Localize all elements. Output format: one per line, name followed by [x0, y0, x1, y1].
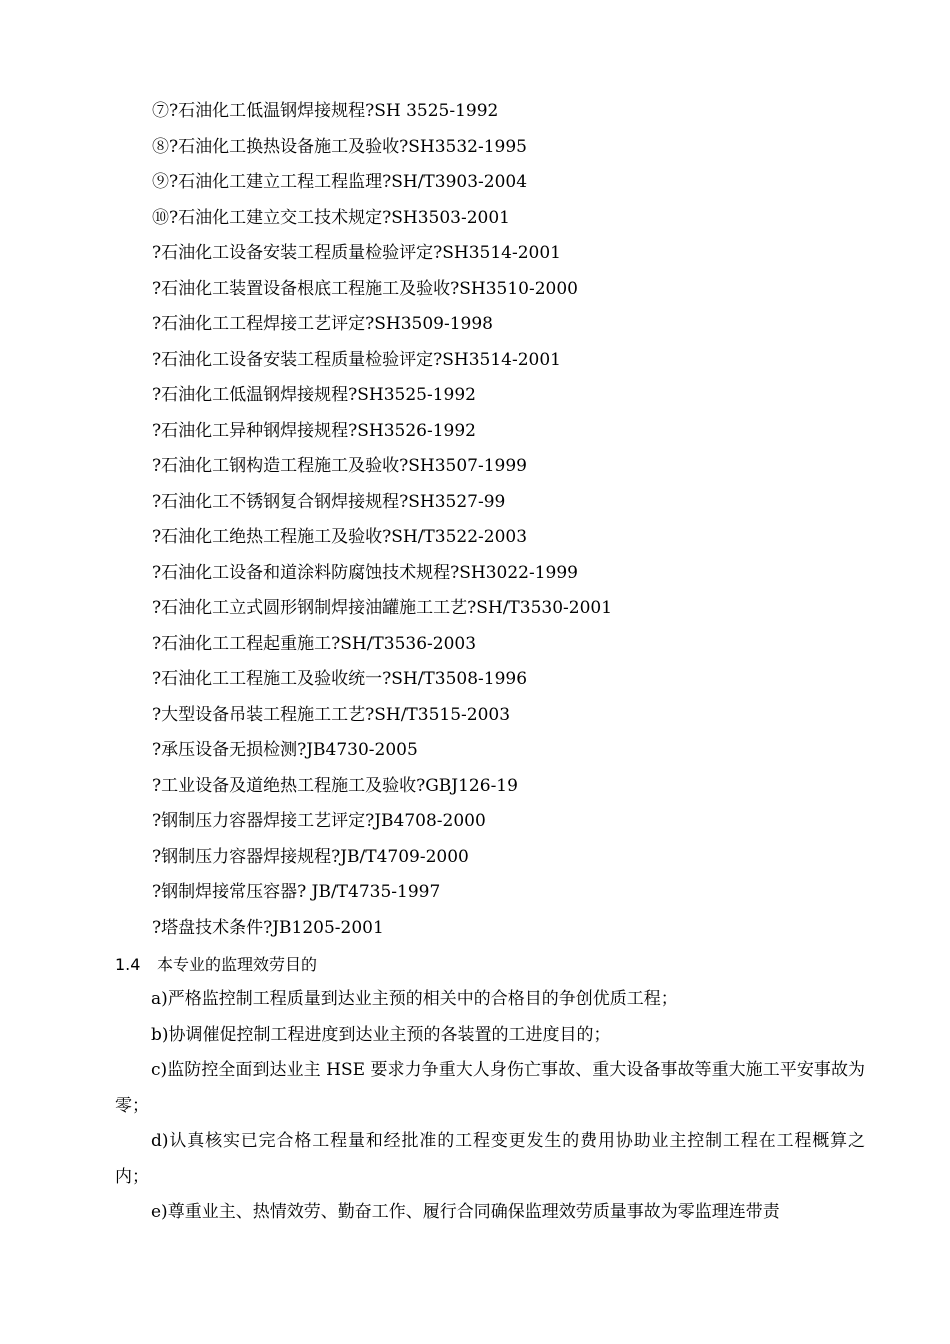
section-heading: [115, 950, 865, 982]
goal-paragraph: e)尊重业主、热情效劳、勤奋工作、履行合同确保监理效劳质量事故为零监理连带责: [151, 1202, 780, 1222]
standard-item: ⑨?石油化工建立工程工程监理?SH/T3903-2004: [152, 172, 528, 192]
standard-item: ?大型设备吊装工程施工工艺?SH/T3515-2003: [152, 704, 511, 725]
standard-item: ?石油化工不锈钢复合钢焊接规程?SH3527-99: [152, 491, 506, 512]
standard-item: ⑧?石油化工换热设备施工及验收?SH3532-1995: [152, 136, 527, 157]
section-title: 本专业的监理效劳目的: [157, 955, 318, 974]
standard-item: ?塔盘技术条件?JB1205-2001: [152, 917, 384, 938]
standard-item: ⑦?石油化工低温钢焊接规程?SH 3525-1992: [152, 101, 499, 121]
standard-item: ?石油化工异种钢焊接规程?SH3526-1992: [152, 420, 476, 441]
standard-item: ?石油化工绝热工程施工及验收?SH/T3522-2003: [152, 527, 528, 547]
standard-item: ?石油化工立式圆形钢制焊接油罐施工工艺?SH/T3530-2001: [152, 598, 613, 618]
standard-item: ?石油化工低温钢焊接规程?SH3525-1992: [152, 385, 476, 405]
standard-item: ?工业设备及道绝热工程施工及验收?GBJ126-19: [152, 775, 518, 796]
section-service-goals: [115, 950, 865, 1231]
standard-item: ?钢制压力容器焊接规程?JB/T4709-2000: [152, 846, 469, 867]
goal-paragraph: b)协调催促控制工程进度到达业主预的各装置的工进度目的；: [151, 1024, 611, 1045]
goal-paragraph: d)认真核实已完合格工程量和经批准的工程变更发生的费用协助业主控制工程在工程概算之内；: [115, 1131, 865, 1187]
standard-item: ?石油化工设备安装工程质量检验评定?SH3514-2001: [152, 349, 561, 370]
standard-item: ?石油化工设备和道涂料防腐蚀技术规程?SH3022-1999: [152, 562, 578, 583]
section-number: 1.4: [115, 955, 141, 974]
goal-paragraph: c)监防控全面到达业主 HSE 要求力争重大人身伤亡事故、重大设备事故等重大施工平安事故为零；: [115, 1060, 865, 1116]
standard-item: ?钢制压力容器焊接工艺评定?JB4708-2000: [152, 811, 486, 831]
standard-item: ?石油化工设备安装工程质量检验评定?SH3514-2001: [152, 243, 561, 263]
standards-list: [152, 96, 612, 948]
standard-item: ?石油化工工程焊接工艺评定?SH3509-1998: [152, 314, 493, 334]
standard-item: ?石油化工工程起重施工?SH/T3536-2003: [152, 633, 477, 654]
standard-item: ?石油化工钢构造工程施工及验收?SH3507-1999: [152, 456, 527, 476]
standard-item: ?承压设备无损检测?JB4730-2005: [152, 740, 418, 760]
standard-item: ⑩?石油化工建立交工技术规定?SH3503-2001: [152, 207, 510, 228]
standard-item: ?石油化工装置设备根底工程施工及验收?SH3510-2000: [152, 278, 578, 299]
goal-paragraph: a)严格监控制工程质量到达业主预的相关中的合格目的争创优质工程；: [151, 989, 678, 1009]
standard-item: ?石油化工工程施工及验收统一?SH/T3508-1996: [152, 669, 528, 689]
standard-item: ?钢制焊接常压容器? JB/T4735-1997: [152, 882, 441, 902]
